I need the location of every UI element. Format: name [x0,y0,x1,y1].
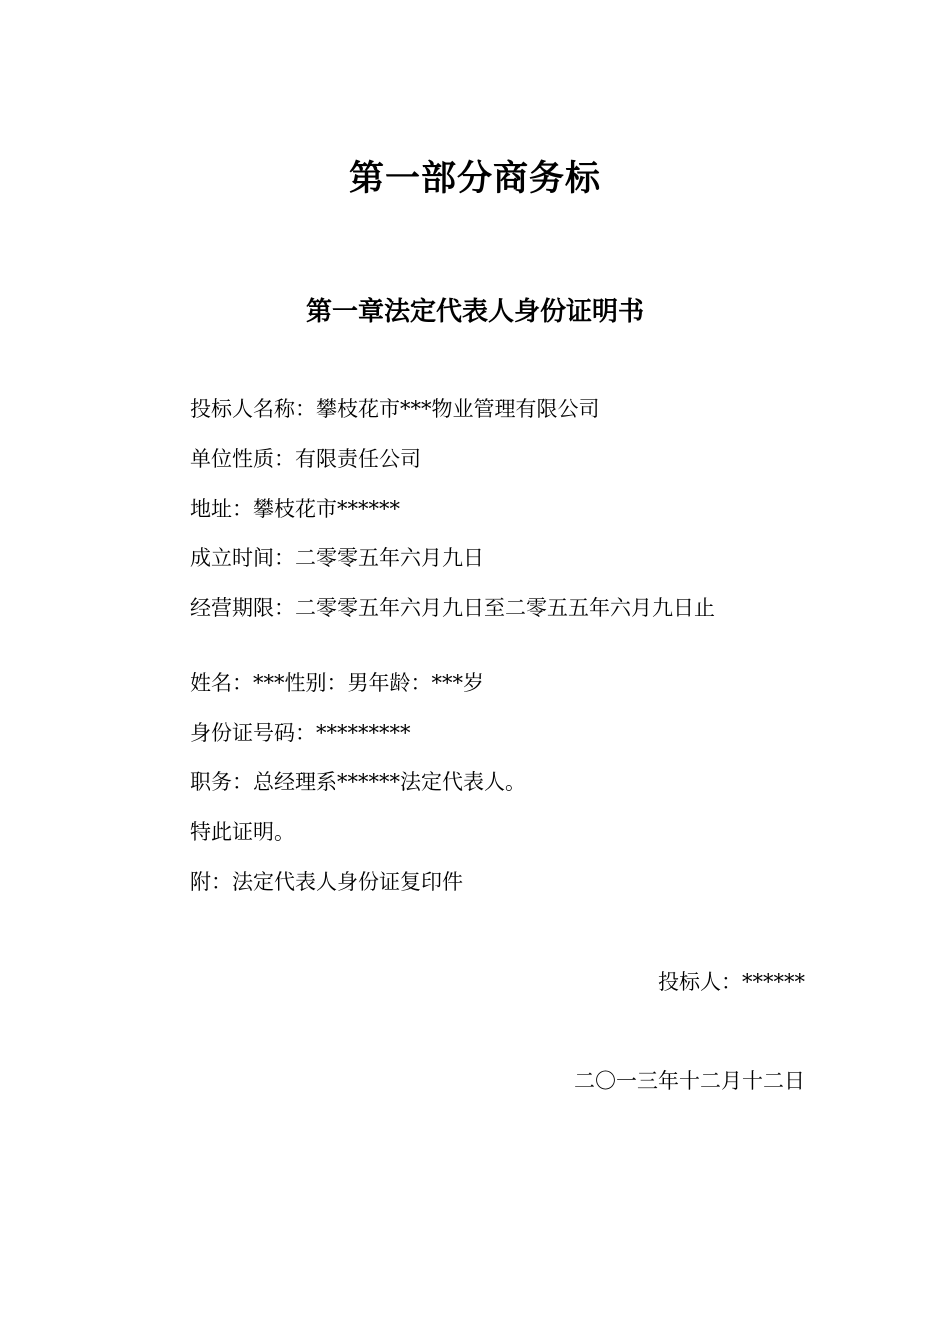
address-line: 地址：攀枝花市****** [190,497,400,521]
attachment-line: 附：法定代表人身份证复印件 [190,870,463,894]
operating-period-line: 经营期限：二零零五年六月九日至二零五五年六月九日止 [190,596,715,620]
entity-type-line: 单位性质：有限责任公司 [190,447,421,471]
chapter-title: 第一章法定代表人身份证明书 [305,297,644,327]
founded-date-line: 成立时间：二零零五年六月九日 [190,546,484,570]
id-number-line: 身份证号码：********* [190,721,411,745]
bidder-name-line: 投标人名称：攀枝花市***物业管理有限公司 [190,397,600,421]
position-line: 职务：总经理系******法定代表人。 [190,770,526,794]
bidder-signature: 投标人：****** [658,970,805,994]
document-date: 二〇一三年十二月十二日 [574,1069,805,1093]
certification-line: 特此证明。 [190,820,295,844]
part-title: 第一部分商务标 [348,158,601,199]
name-gender-age-line: 姓名：***性别：男年龄：***岁 [190,671,484,695]
